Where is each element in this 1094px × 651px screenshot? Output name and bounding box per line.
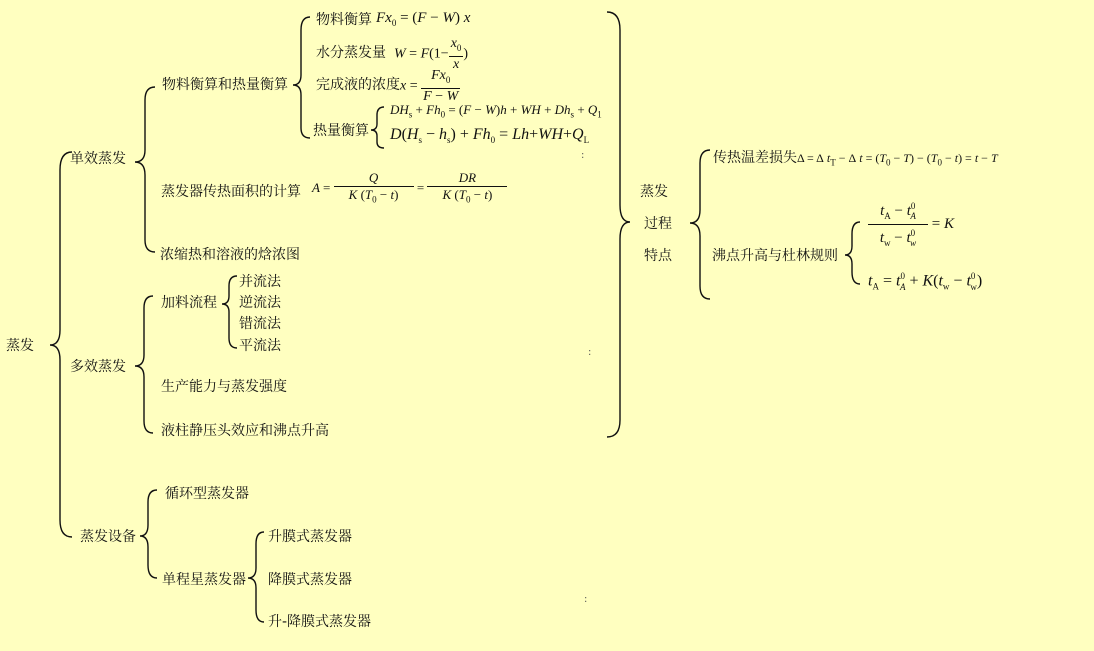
water-evaporation-label: 水分蒸发量 (316, 45, 386, 61)
features-brace (690, 150, 710, 299)
concentration-equation: x = $\frac{Fx_0}{F - W}$ (400, 68, 459, 104)
capacity-label: 生产能力与蒸发强度 (161, 379, 287, 395)
duhring-equation-1: $\frac{t_A - t^0_A}{t_w - t^0_w}$ = K (868, 198, 954, 251)
temperature-loss-equation: Δ = Δ $t_T - \Delta$ $t = (T_0 - T) - (T_0 - t) = t - T$ (797, 151, 998, 168)
root-brace (50, 152, 72, 537)
circulation-evaporator-label: 循环型蒸发器 (165, 486, 249, 502)
single-pass-item: 升膜式蒸发器 (268, 529, 352, 545)
heat-balance-equation-1: $DH_s + Fh_0 = (F - W)h$ + WH + $Dh_s + Q_1$ (390, 102, 602, 120)
multi-brace (135, 296, 153, 433)
balance-brace (293, 17, 310, 138)
process-line3: 特点 (644, 248, 672, 264)
single-brace (135, 87, 155, 252)
single-pass-evaporator-label: 单程星蒸发器 (162, 572, 246, 588)
multi-effect-label: 多效蒸发 (70, 359, 126, 375)
feed-brace (222, 276, 237, 348)
duhring-rule-label: 沸点升高与杜林规则 (712, 248, 838, 264)
root-label: 蒸发 (6, 338, 34, 354)
feed-item: 并流法 (239, 274, 281, 290)
balance-label: 物料衡算和热量衡算 (162, 77, 288, 93)
area-equation: A = $\frac{Q}{K (T_0 - t)}$ = $\frac{DR}{K (T_0 - t)}$ (312, 170, 507, 208)
material-balance-label: 物料衡算 (316, 12, 372, 28)
duhring-equation-2: $t_A = t^0_A + K(t_w - t^0_w)$ (868, 271, 983, 292)
enthalpy-label: 浓缩热和溶液的焓浓图 (160, 247, 300, 263)
stray-dot: : (584, 594, 588, 605)
stray-dot: : (588, 347, 592, 358)
single-pass-item: 降膜式蒸发器 (268, 572, 352, 588)
process-brace (607, 12, 630, 437)
water-evaporation-equation: W = F(1− $\frac{x_0}{x}$ ) (394, 36, 469, 72)
heat-balance-equation-2: $D(H_s - h_s) + Fh_0 = Lh+WH+Q_L$ (390, 126, 590, 146)
stray-dot: : (581, 150, 585, 161)
material-balance-equation: $Fx_0 = (F - W)$ x (376, 10, 471, 28)
equipment-brace (140, 490, 157, 578)
liquid-column-label: 液柱静压头效应和沸点升高 (161, 423, 329, 439)
feed-item: 平流法 (239, 338, 281, 354)
process-line1: 蒸发 (640, 184, 668, 200)
heat-brace (371, 107, 384, 148)
single-effect-label: 单效蒸发 (70, 151, 126, 167)
bp-brace (845, 222, 860, 284)
feed-item: 错流法 (239, 316, 281, 332)
process-line2: 过程 (644, 216, 672, 232)
equipment-label: 蒸发设备 (80, 529, 136, 545)
single-pass-brace (248, 532, 264, 622)
feed-item: 逆流法 (239, 295, 281, 311)
heat-balance-label: 热量衡算 (313, 123, 369, 139)
single-pass-item: 升-降膜式蒸发器 (268, 614, 372, 630)
feed-flow-label: 加料流程 (161, 295, 217, 311)
concentration-label: 完成液的浓度 (316, 77, 400, 93)
area-label: 蒸发器传热面积的计算 (161, 184, 301, 200)
temperature-loss-label: 传热温差损失 (713, 150, 797, 166)
